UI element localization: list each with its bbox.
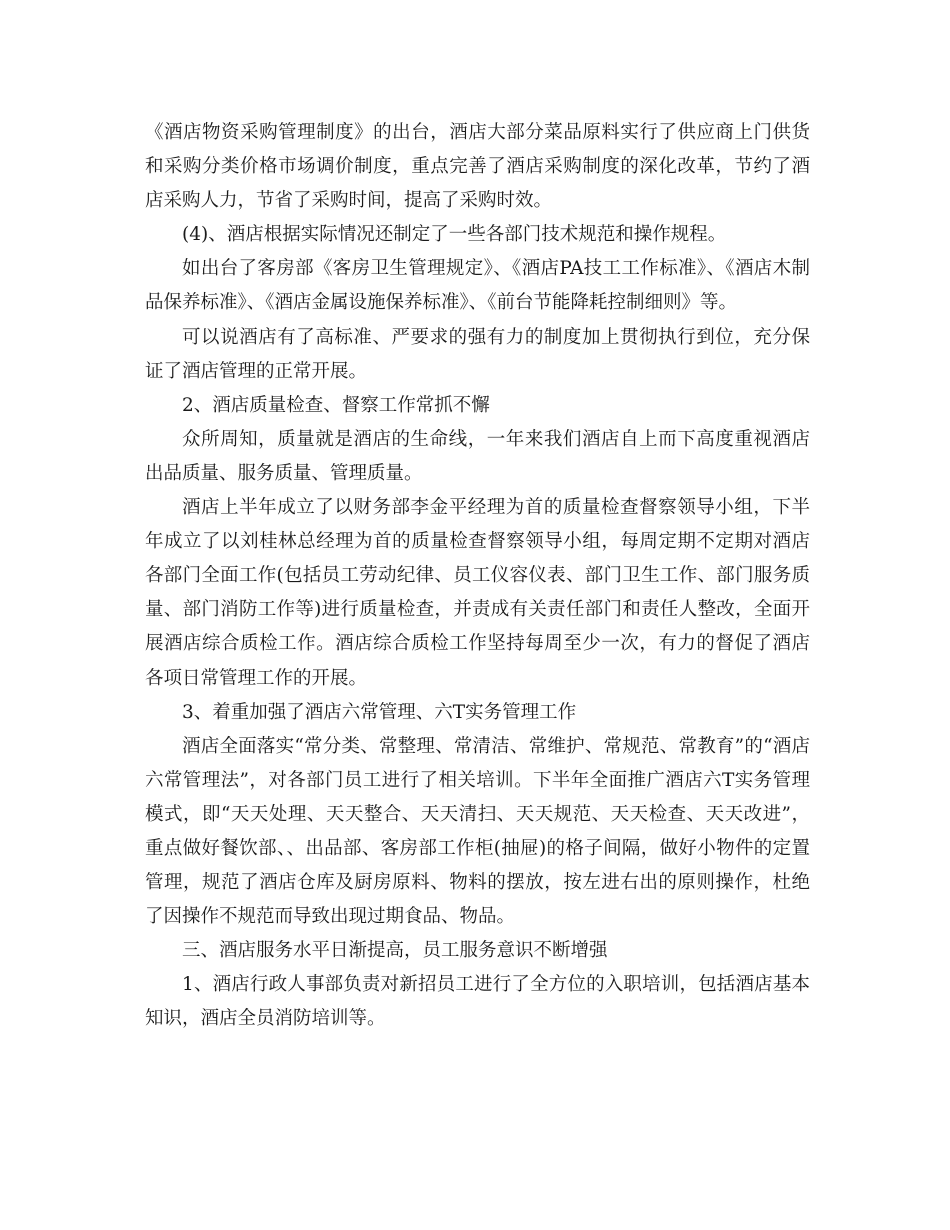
paragraph-quality-lifeline: 众所周知，质量就是酒店的生命线，一年来我们酒店自上而下高度重视酒店出品质量、服务质量、管理质量。 (145, 428, 810, 484)
paragraph-inspection-team: 酒店上半年成立了以财务部李金平经理为首的质量检查督察领导小组，下半年成立了以刘桂林总经理为首的质量检查督察领导小组，每周定期不定期对酒店各部门全面工作(包括员工劳动纪律、员工仪容仪表、部门卫生工作、部门服务质量、部门消防工作等)进行质量检查，并责成有关责任部门和责任人整改，全面开展酒店综合质检工作。酒店综合质检工作坚持每周至少一次，有力的督促了酒店各项日常管理工作的开展。 (145, 497, 810, 689)
paragraph-six-management-details: 酒店全面落实“常分类、常整理、常清洁、常维护、常规范、常教育”的“酒店六常管理法”，对各部门员工进行了相关培训。下半年全面推广酒店六T实务管理模式，即“天天处理、天天整合、天天清扫、天天规范、天天检查、天天改进”，重点做好餐饮部、、出品部、客房部工作柜(抽屉)的格子间隔，做好小物件的定置管理，规范了酒店仓库及厨房原料、物料的摆放，按左进右出的原则操作，杜绝了因操作不规范而导致出现过期食品、物品。 (145, 735, 810, 928)
document-body (145, 116, 810, 1037)
section-heading-six-management: 3、着重加强了酒店六常管理、六T实务管理工作 (182, 701, 577, 723)
paragraph-procurement-policy: 《酒店物资采购管理制度》的出台，酒店大部分菜品原料实行了供应商上门供货和采购分类价格市场调价制度，重点完善了酒店采购制度的深化改革，节约了酒店采购人力，节省了采购时间，提高了采购时效。 (145, 122, 810, 212)
section-heading-service-level: 三、酒店服务水平日渐提高，员工服务意识不断增强 (182, 940, 608, 962)
paragraph-onboarding-training: 1、酒店行政人事部负责对新招员工进行了全方位的入职培训，包括酒店基本知识，酒店全员消防培训等。 (145, 974, 810, 1030)
paragraph-housekeeping-standards: 如出台了客房部《客房卫生管理规定》、《酒店PA技工工作标准》、《酒店木制品保养标准》、《酒店金属设施保养标准》、《前台节能降耗控制细则》等。 (145, 258, 810, 314)
paragraph-management-summary: 可以说酒店有了高标准、严要求的强有力的制度加上贯彻执行到位，充分保证了酒店管理的正常开展。 (145, 326, 810, 382)
section-heading-quality-inspection: 2、酒店质量检查、督察工作常抓不懈 (182, 394, 490, 416)
paragraph-technical-rules: (4)、酒店根据实际情况还制定了一些各部门技术规范和操作规程。 (182, 224, 727, 246)
